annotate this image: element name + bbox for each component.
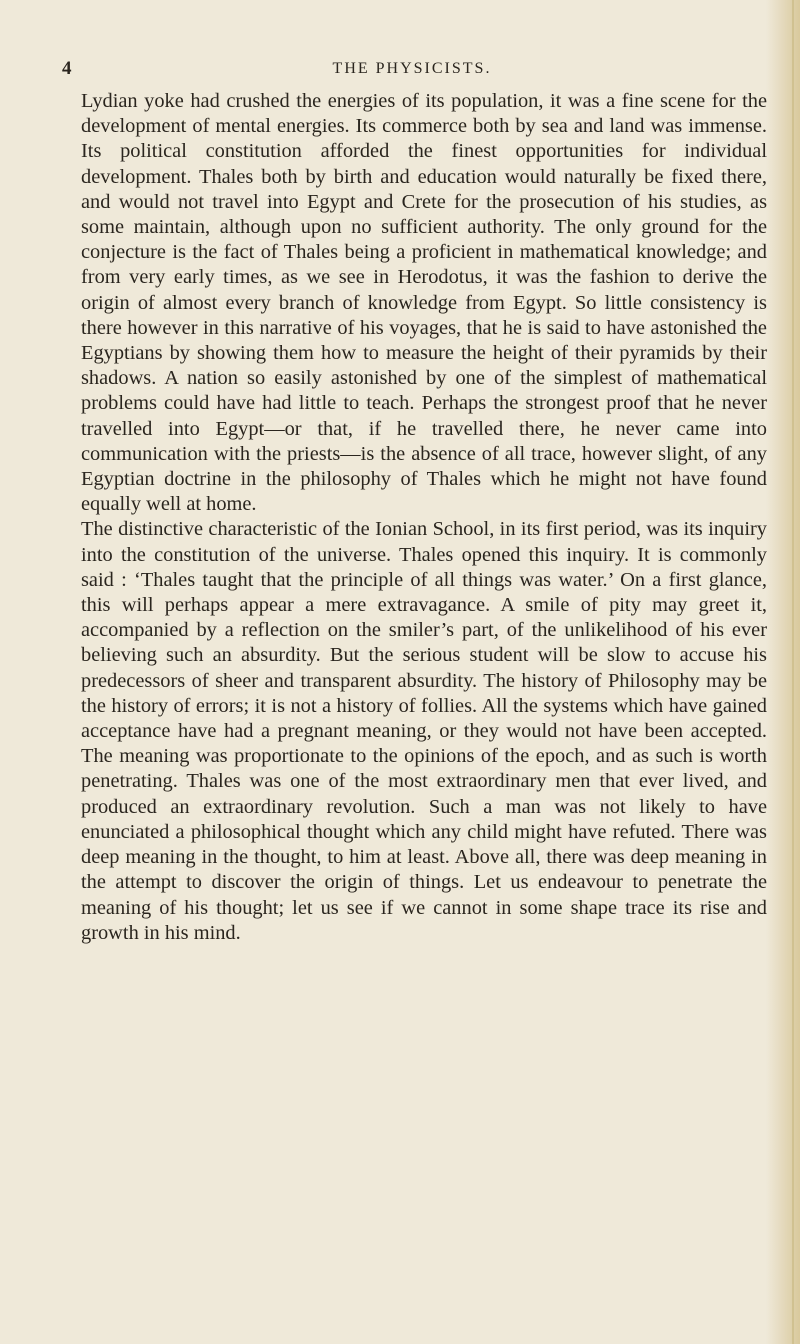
page-edge (766, 0, 800, 1344)
page-number: 4 (62, 58, 72, 79)
paragraph-2: The distinctive characteristic of the Ionian School, in its first period, was its inquiry into the constitution of the universe. Thales opened this inquiry. It is commonly said : ‘Thales taught that the principle of all things was water.’ On a first glance, this will perhaps appear a mere extravagance. A smile of pity may greet it, accompanied by a reflection on the smiler’s part, of the unlikelihood of his ever believing such an absurdity. But the serious student will be slow to accuse his predecessors of sheer and transparent absurdity. The history of Philosophy may be the history of errors; it is not a history of follies. All the systems which have gained acceptance have had a pregnant meaning, or they would not have been accepted. The meaning was proportionate to the opinions of the epoch, and as such is worth penetrating. Thales was one of the most extraordinary men that ever lived, and produced an extraordinary revolution. Such a man was not likely to have enunciated a philosophical thought which any child might have refuted. There was deep meaning in the thought, to him at least. Above all, there was deep meaning in the attempt to discover the origin of things. Let us endeavour to penetrate the meaning of his thought; let us see if we cannot in some shape trace its rise and growth in his mind. (81, 518, 767, 944)
page-header (62, 58, 762, 82)
body-text (81, 89, 767, 946)
paragraph-1: Lydian yoke had crushed the energies of its population, it was a fine scene for the development of mental energies. Its commerce both by sea and land was immense. Its political constitution afforded the finest opportunities for individual development. Thales both by birth and education would naturally be fixed there, and would not travel into Egypt and Crete for the prosecution of his studies, as some maintain, although upon no sufficient authority. The only ground for the conjecture is the fact of Thales being a proficient in mathematical knowledge; and from very early times, as we see in Herodotus, it was the fashion to derive the origin of almost every branch of knowledge from Egypt. So little consistency is there however in this narrative of his voyages, that he is said to have astonished the Egyptians by showing them how to measure the height of their pyramids by their shadows. A nation so easily astonished by one of the simplest of mathematical problems could have had little to teach. Perhaps the strongest proof that he never travelled into Egypt—or that, if he travelled there, he never came into communication with the priests—is the absence of all trace, however slight, of any Egyptian doctrine in the philosophy of Thales which he might not have found equally well at home. (81, 90, 767, 516)
running-head: THE PHYSICISTS. (332, 60, 492, 77)
